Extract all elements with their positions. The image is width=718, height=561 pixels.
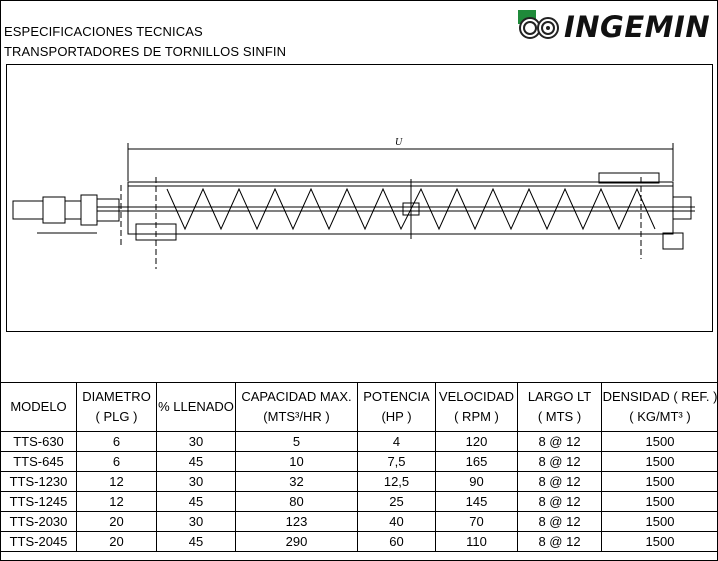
cell-diametro: 20	[77, 532, 157, 552]
col-diametro: DIAMETRO ( PLG )	[77, 383, 157, 432]
cell-capacidad: 290	[236, 532, 358, 552]
specifications-table	[0, 382, 718, 552]
cell-llenado: 45	[157, 532, 236, 552]
cell-capacidad: 80	[236, 492, 358, 512]
cell-capacidad: 5	[236, 432, 358, 452]
document-subtitle: TRANSPORTADORES DE TORNILLOS SINFIN	[4, 44, 287, 59]
table-row	[1, 452, 718, 472]
cell-largo: 8 @ 12	[518, 452, 602, 472]
cell-densidad: 1500	[602, 432, 718, 452]
cell-diametro: 12	[77, 492, 157, 512]
cell-llenado: 30	[157, 512, 236, 532]
cell-diametro: 20	[77, 512, 157, 532]
col-modelo: MODELO	[1, 383, 77, 432]
cell-diametro: 6	[77, 452, 157, 472]
length-dimension-label: U	[395, 137, 403, 148]
table-row	[1, 532, 718, 552]
table-header-row	[1, 383, 718, 432]
cell-potencia: 25	[358, 492, 436, 512]
col-velocidad: VELOCIDAD ( RPM )	[436, 383, 518, 432]
cell-capacidad: 10	[236, 452, 358, 472]
cell-velocidad: 165	[436, 452, 518, 472]
cell-llenado: 30	[157, 472, 236, 492]
table-row	[1, 472, 718, 492]
cell-capacidad: 123	[236, 512, 358, 532]
cell-largo: 8 @ 12	[518, 512, 602, 532]
cell-largo: 8 @ 12	[518, 472, 602, 492]
brand-name: INGEMIN	[564, 10, 711, 44]
cell-velocidad: 110	[436, 532, 518, 552]
table-row	[1, 432, 718, 452]
table-row	[1, 492, 718, 512]
cell-velocidad: 90	[436, 472, 518, 492]
cell-largo: 8 @ 12	[518, 532, 602, 552]
cell-diametro: 6	[77, 432, 157, 452]
cell-largo: 8 @ 12	[518, 492, 602, 512]
cell-velocidad: 145	[436, 492, 518, 512]
cell-densidad: 1500	[602, 512, 718, 532]
cell-potencia: 4	[358, 432, 436, 452]
cell-modelo: TTS-1230	[1, 472, 77, 492]
cell-modelo: TTS-630	[1, 432, 77, 452]
cell-modelo: TTS-2030	[1, 512, 77, 532]
cell-densidad: 1500	[602, 452, 718, 472]
cell-potencia: 40	[358, 512, 436, 532]
cell-potencia: 60	[358, 532, 436, 552]
cell-capacidad: 32	[236, 472, 358, 492]
cell-potencia: 7,5	[358, 452, 436, 472]
conveyor-drawing	[6, 64, 713, 332]
cell-llenado: 45	[157, 492, 236, 512]
cell-velocidad: 70	[436, 512, 518, 532]
cell-modelo: TTS-645	[1, 452, 77, 472]
cell-llenado: 45	[157, 452, 236, 472]
screw-conveyor-diagram	[7, 65, 712, 331]
col-capacidad: CAPACIDAD MAX. (MTS³/HR )	[236, 383, 358, 432]
table-row	[1, 512, 718, 532]
cell-modelo: TTS-2045	[1, 532, 77, 552]
cell-densidad: 1500	[602, 532, 718, 552]
cell-potencia: 12,5	[358, 472, 436, 492]
col-densidad: DENSIDAD ( REF. ) ( KG/MT³ )	[602, 383, 718, 432]
cell-diametro: 12	[77, 472, 157, 492]
cell-largo: 8 @ 12	[518, 432, 602, 452]
cell-velocidad: 120	[436, 432, 518, 452]
cell-densidad: 1500	[602, 472, 718, 492]
cell-modelo: TTS-1245	[1, 492, 77, 512]
col-largo: LARGO LT ( MTS )	[518, 383, 602, 432]
gear-logo-icon	[516, 8, 562, 40]
document-title: ESPECIFICACIONES TECNICAS	[4, 24, 203, 39]
cell-llenado: 30	[157, 432, 236, 452]
col-llenado: % LLENADO	[157, 383, 236, 432]
ingemin-logo	[516, 8, 711, 44]
col-potencia: POTENCIA (HP )	[358, 383, 436, 432]
cell-densidad: 1500	[602, 492, 718, 512]
